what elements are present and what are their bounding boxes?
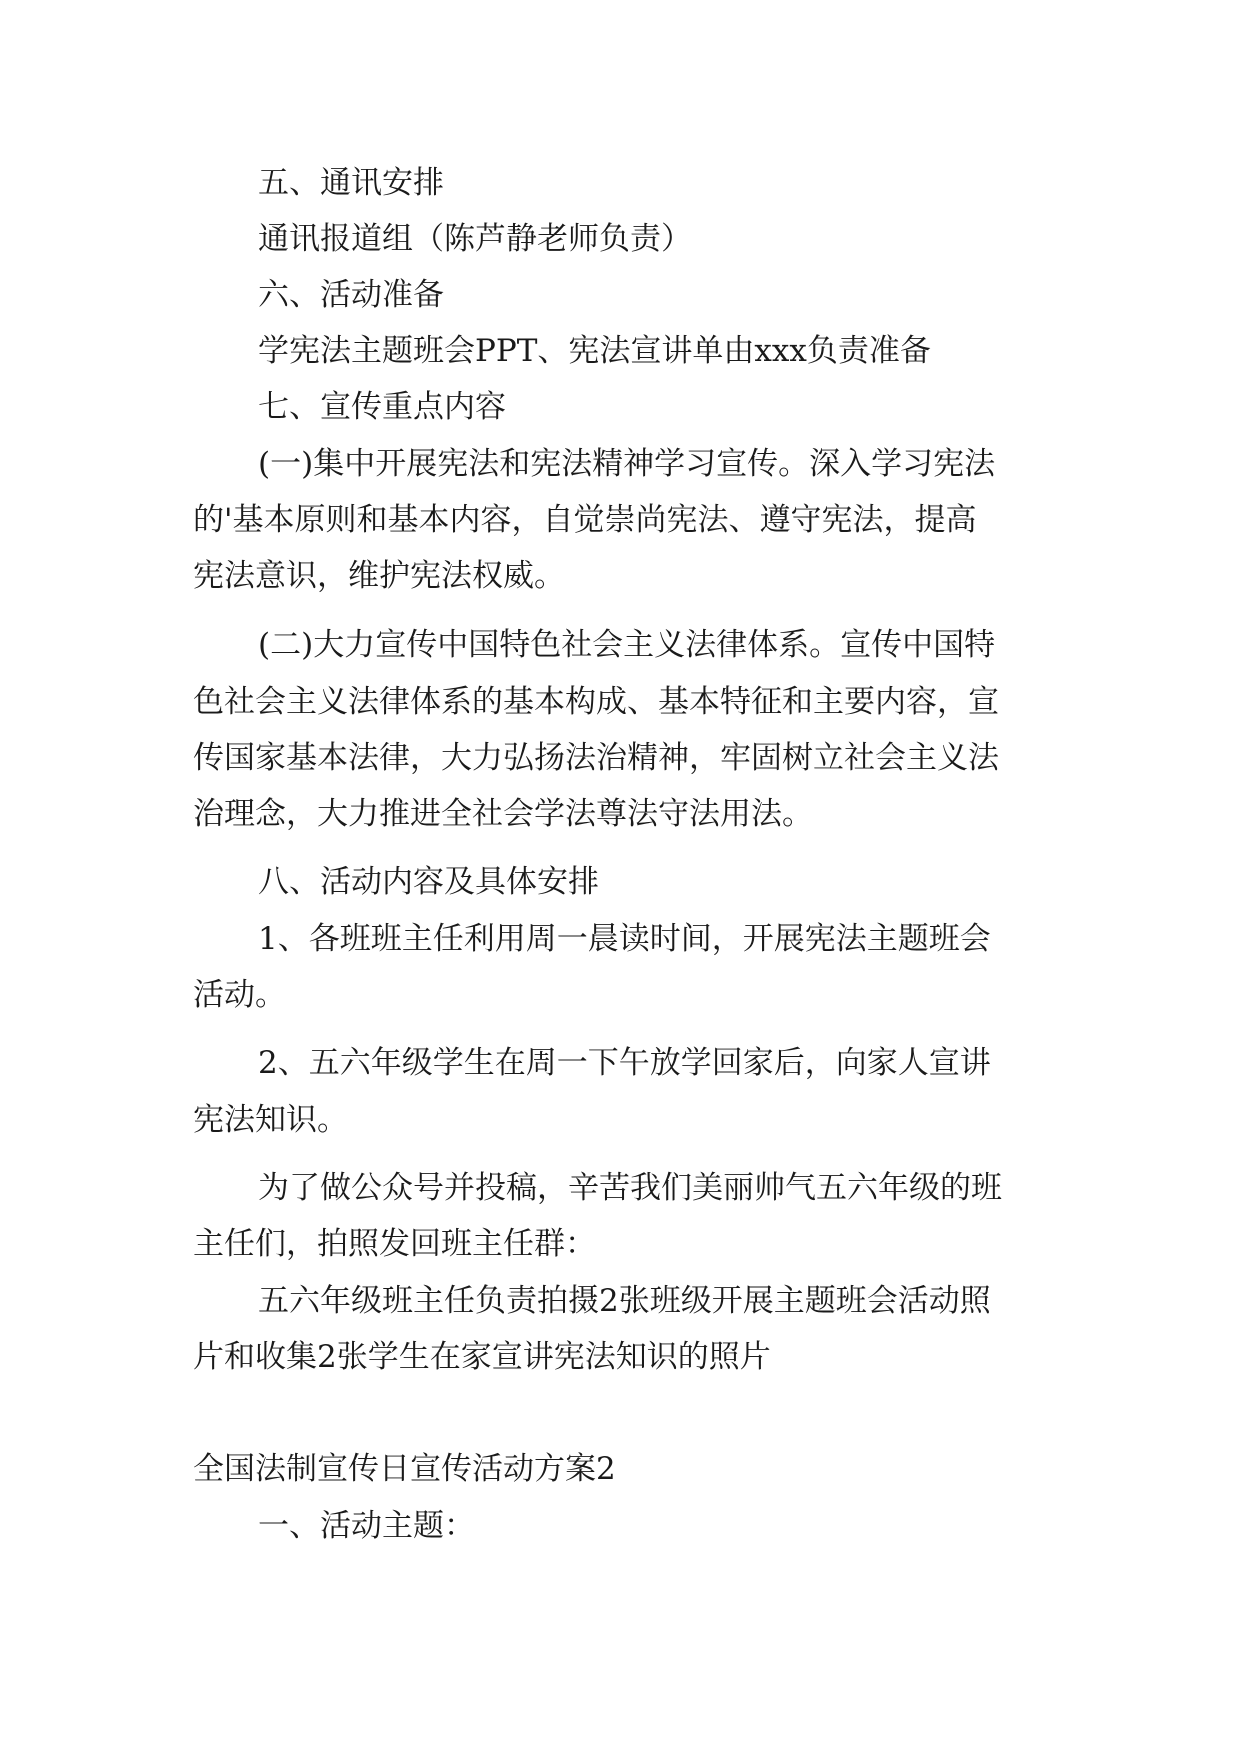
plan-two-section-one-heading: 一、活动主题： <box>258 1508 475 1544</box>
section-seven-para2-line3: 传国家基本法律，大力弘扬法治精神，牢固树立社会主义法 <box>193 740 999 776</box>
section-five-body: 通讯报道组（陈芦静老师负责） <box>258 221 692 257</box>
section-eight-item1-line2: 活动。 <box>193 977 286 1013</box>
section-seven-para2-line4: 治理念，大力推进全社会学法尊法守法用法。 <box>193 796 813 832</box>
section-eight-para4-line1: 五六年级班主任负责拍摄2张班级开展主题班会活动照 <box>258 1283 991 1319</box>
section-eight-item1-line1: 1、各班班主任利用周一晨读时间，开展宪法主题班会 <box>258 921 991 957</box>
section-six-heading: 六、活动准备 <box>258 277 444 313</box>
section-seven-para2-line1: (二)大力宣传中国特色社会主义法律体系。宣传中国特 <box>258 627 996 663</box>
plan-two-title: 全国法制宣传日宣传活动方案2 <box>193 1451 616 1487</box>
section-six-body: 学宪法主题班会PPT、宪法宣讲单由xxx负责准备 <box>258 333 931 369</box>
section-eight-para3-line1: 为了做公众号并投稿，辛苦我们美丽帅气五六年级的班 <box>258 1170 1002 1206</box>
section-eight-para4-line2: 片和收集2张学生在家宣讲宪法知识的照片 <box>193 1339 771 1375</box>
section-seven-para1-line2: 的'基本原则和基本内容，自觉崇尚宪法、遵守宪法，提高 <box>193 502 977 538</box>
section-eight-para3-line2: 主任们，拍照发回班主任群： <box>193 1226 596 1262</box>
section-seven-para1-line1: (一)集中开展宪法和宪法精神学习宣传。深入学习宪法 <box>258 446 996 482</box>
section-eight-item2-line1: 2、五六年级学生在周一下午放学回家后，向家人宣讲 <box>258 1045 991 1081</box>
section-eight-heading: 八、活动内容及具体安排 <box>258 864 599 900</box>
section-five-heading: 五、通讯安排 <box>258 165 444 201</box>
section-seven-para1-line3: 宪法意识，维护宪法权威。 <box>193 558 565 594</box>
section-seven-heading: 七、宣传重点内容 <box>258 389 506 425</box>
section-seven-para2-line2: 色社会主义法律体系的基本构成、基本特征和主要内容，宣 <box>193 684 999 720</box>
section-eight-item2-line2: 宪法知识。 <box>193 1102 348 1138</box>
